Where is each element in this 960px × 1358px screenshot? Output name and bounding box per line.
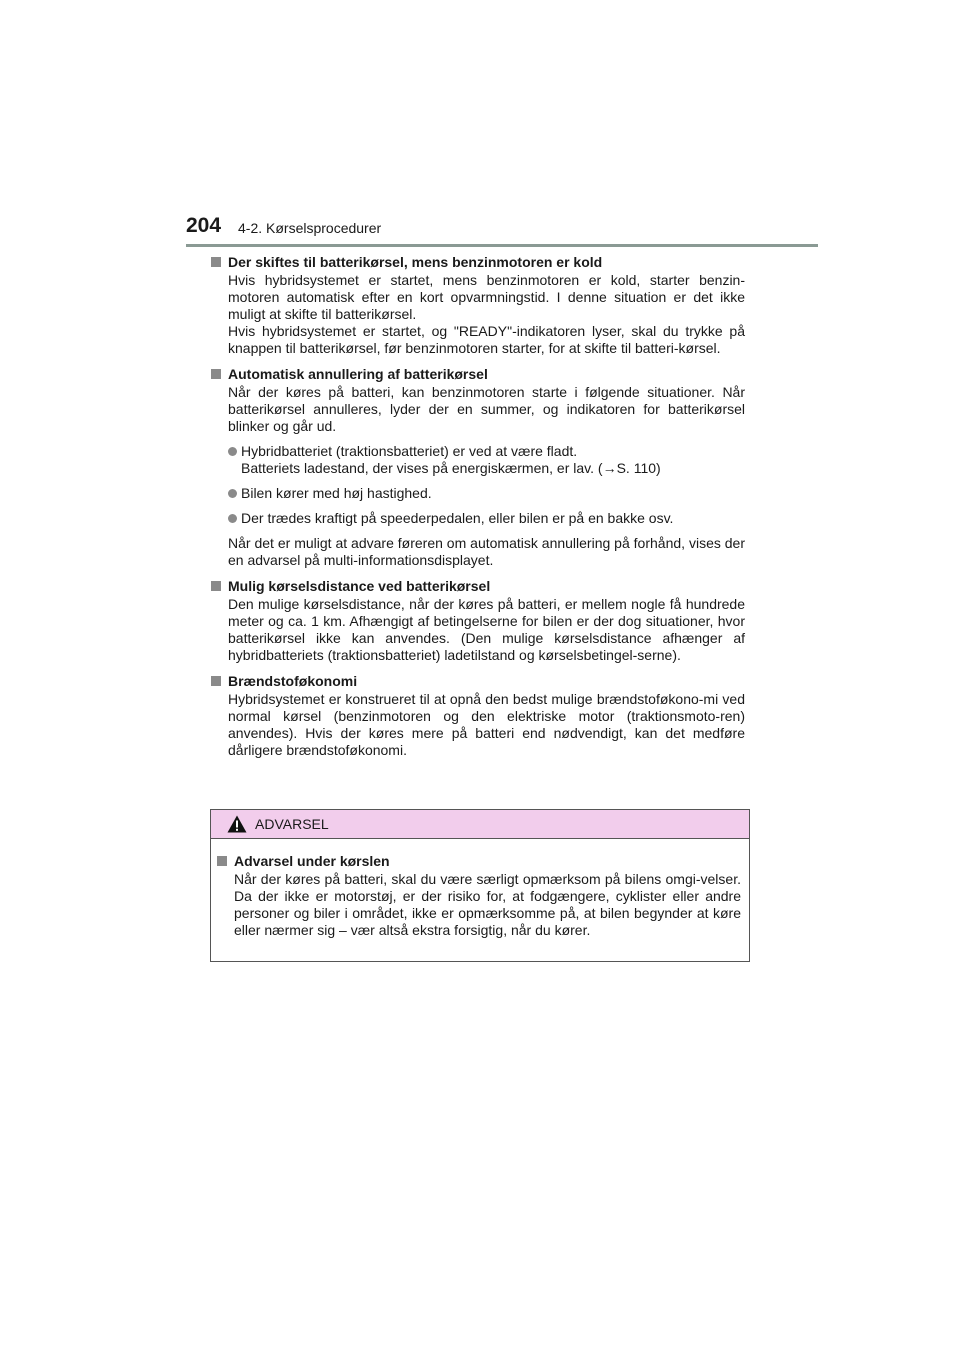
paragraph: Når det er muligt at advare føreren om automatisk annullering på forhånd, vises der en advarsel på multi-informationsdisplayet.	[228, 535, 745, 568]
section-heading: Automatisk annullering af batterikørsel	[211, 366, 745, 383]
section-title: 4-2. Kørselsprocedurer	[238, 220, 382, 236]
square-bullet-icon	[211, 257, 221, 267]
paragraph: Den mulige kørselsdistance, når der køres på batteri, er mellem nogle få hundrede meter og ca. 1 km. Afhængigt af betingelserne for bilen er der dog situationer, hvor batterikørsel ikke kan anvendes. (Den mulige kørselsdistance afhænger af hybridbatteriets (traktionsbatteriet) ladetilstand og kørselsbetingel-serne).	[228, 596, 745, 663]
list-item: Hybridbatteriet (traktionsbatteriet) er ved at være fladt. Batteriets ladestand, der vises på energiskærmen, er lav. (→S. 110)	[211, 443, 745, 477]
main-content	[211, 254, 745, 768]
circle-bullet-icon	[228, 514, 237, 523]
page-header	[186, 214, 818, 248]
square-bullet-icon	[211, 581, 221, 591]
list-item: Bilen kører med høj hastighed.	[211, 485, 745, 502]
section-auto-cancel	[211, 366, 745, 569]
list-item: Der trædes kraftigt på speederpedalen, eller bilen er på en bakke osv.	[211, 510, 745, 527]
section-heading: Der skiftes til batterikørsel, mens benzinmotoren er kold	[211, 254, 745, 271]
paragraph: Hvis hybridsystemet er startet, og "READY"-indikatoren lyser, skal du trykke på knappen til batterikørsel, før benzinmotoren starter, for at skifte til batteri-kørsel.	[228, 323, 745, 356]
section-heading: Brændstoføkonomi	[211, 673, 745, 690]
warning-text: Når der køres på batteri, skal du være særligt opmærksom på bilens omgi-velser. Da der ikke er motorstøj, er der risiko for, at fodgængere, cyklister eller andre personer og biler i området, ikke er opmærksomme på, at bilen begynder at køre eller nærmer sig – vær altså ekstra forsigtig, når du kører.	[234, 871, 741, 938]
warning-header	[211, 810, 749, 839]
section-driving-distance	[211, 578, 745, 664]
section-fuel-economy	[211, 673, 745, 759]
warning-box	[210, 809, 750, 962]
warning-triangle-icon	[227, 815, 247, 833]
warning-heading: Advarsel under kørslen	[217, 853, 741, 870]
section-heading: Mulig kørselsdistance ved batterikørsel	[211, 578, 745, 595]
square-bullet-icon	[211, 676, 221, 686]
paragraph: Hybridsystemet er konstrueret til at opnå den bedst mulige brændstoføkono-mi ved normal kørsel (benzinmotoren og den elektriske motor (traktionsmoto-ren) anvendes). Hvis der køres mere på batteri end nødvendigt, kan det medføre dårligere brændstoføkonomi.	[228, 691, 745, 758]
square-bullet-icon	[217, 856, 227, 866]
warning-body	[217, 853, 741, 939]
paragraph: Hvis hybridsystemet er startet, mens benzinmotoren er kold, starter benzin-motoren automatisk efter en kort opvarmningstid. I denne situation er det ikke muligt at skifte til batterikørsel.	[228, 272, 745, 322]
warning-title: ADVARSEL	[255, 816, 329, 832]
paragraph: Når der køres på batteri, kan benzinmotoren starte i følgende situationer. Når batterikørsel annulleres, lyder der en summer, og indikatoren for batterikørsel blinker og går ud.	[228, 384, 745, 434]
section-cold-engine	[211, 254, 745, 357]
square-bullet-icon	[211, 369, 221, 379]
header-divider	[186, 244, 818, 247]
circle-bullet-icon	[228, 447, 237, 456]
list-item-note: Batteriets ladestand, der vises på energiskærmen, er lav. (→S. 110)	[241, 460, 661, 476]
circle-bullet-icon	[228, 489, 237, 498]
page-number: 204	[186, 214, 222, 237]
